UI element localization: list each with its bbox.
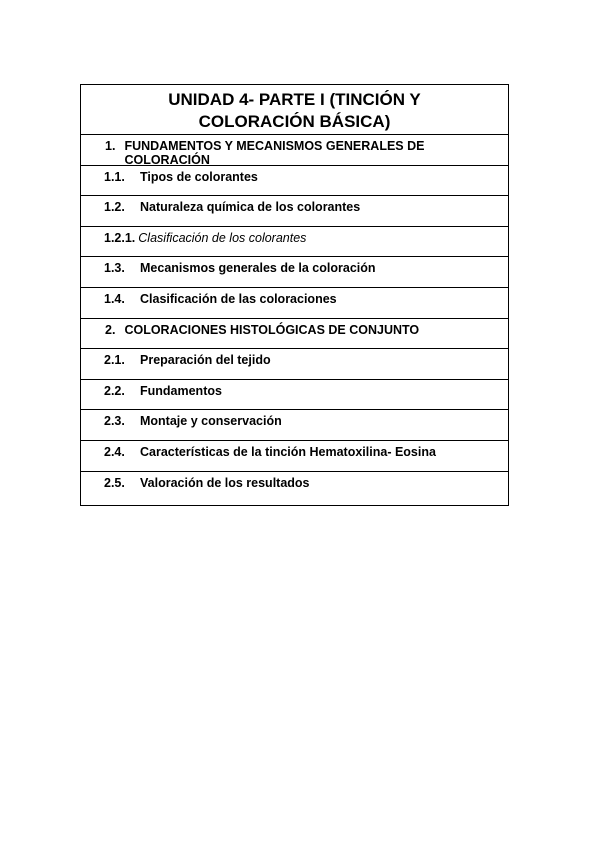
toc-row-1-1 (81, 166, 508, 197)
toc-row-2-1 (81, 349, 508, 380)
toc-row-label: Naturaleza química de los colorantes (140, 200, 361, 215)
table-title: UNIDAD 4- PARTE I (TINCIÓN Y COLORACIÓN BÁSICA) (81, 85, 508, 135)
toc-row-label: Mecanismos generales de la coloración (140, 261, 376, 276)
toc-row-label: Montaje y conservación (140, 414, 282, 429)
toc-row-label: COLORACIONES HISTOLÓGICAS DE CONJUNTO (124, 322, 420, 337)
toc-row-number: 2.3. (104, 414, 125, 429)
toc-row-1-4 (81, 288, 508, 319)
toc-row-label: Tipos de colorantes (140, 169, 258, 184)
toc-row-number: 1. (105, 139, 116, 153)
toc-row-label: FUNDAMENTOS Y MECANISMOS GENERALES DE COLORACIÓN (124, 139, 425, 167)
toc-row-1-3 (81, 257, 508, 288)
toc-row-label: Clasificación de las coloraciones (140, 291, 337, 306)
toc-row-number: 1.2. (104, 200, 125, 215)
toc-row-label: Características de la tinción Hematoxilina- Eosina (140, 444, 436, 459)
toc-row-number: 2.5. (104, 475, 125, 490)
toc-row-number: 1.3. (104, 261, 125, 276)
toc-row-number: 2.2. (104, 383, 125, 398)
toc-row-2-4 (81, 441, 508, 472)
toc-row-number: 2.1. (104, 353, 125, 368)
toc-row-label: Valoración de los resultados (140, 475, 310, 490)
toc-row-2-5 (81, 472, 508, 505)
toc-row-label: Clasificación de los colorantes (138, 230, 307, 245)
toc-row-number: 2.4. (104, 444, 125, 459)
toc-row-number: 2. (105, 322, 116, 337)
toc-row-label: Fundamentos (140, 383, 222, 398)
toc-row-1 (81, 135, 508, 166)
toc-row-number: 1.1. (104, 169, 125, 184)
toc-row-label: Preparación del tejido (140, 353, 271, 368)
toc-row-number: 1.2.1. (104, 230, 136, 245)
toc-table (80, 84, 509, 506)
toc-row-2-3 (81, 410, 508, 441)
toc-row-1-2 (81, 196, 508, 227)
toc-row-1-2-1 (81, 227, 508, 258)
toc-row-number: 1.4. (104, 291, 125, 306)
toc-row-2 (81, 319, 508, 350)
toc-row-2-2 (81, 380, 508, 411)
